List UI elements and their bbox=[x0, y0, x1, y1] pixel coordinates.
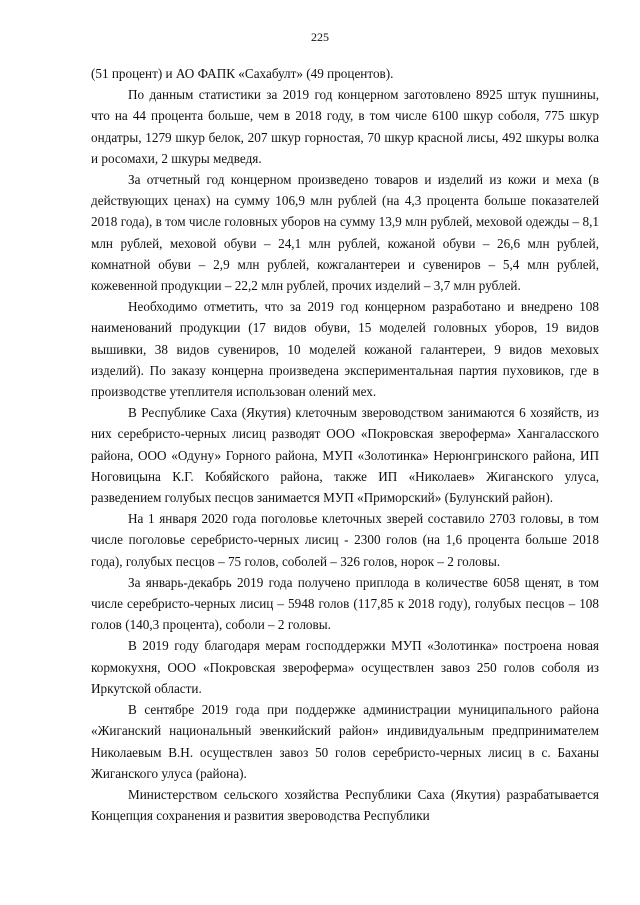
paragraph-fur-procurement: По данным статистики за 2019 год концерном заготовлено 8925 штук пушнины, что на 44 процента больше, чем в 2018 году, в том числе 6100 шкур соболя, 775 шкур ондатры, 1279 шкур белок, 207 шкур горностая, 70 шкур красной лисы, 492 шкуры волка и росомахи, 2 шкуры медведя. bbox=[91, 87, 599, 166]
page-number: 225 bbox=[311, 30, 329, 44]
document-body bbox=[91, 63, 599, 826]
paragraph-concept: Министерством сельского хозяйства Республики Саха (Якутия) разрабатывается Концепция сохранения и развития звероводства Республики bbox=[91, 786, 599, 824]
paragraph-state-support: В 2019 году благодаря мерам господдержки МУП «Золотинка» построена новая кормокухня, ООО «Покровская звероферма» осуществлен завоз 250 голов соболя из Иркутской области. bbox=[91, 638, 599, 696]
paragraph-cage-farms: В Республике Саха (Якутия) клеточным звероводством занимаются 6 хозяйств, из них серебристо-черных лисиц разводят ООО «Покровская звероферма» Хангаласского района, ООО «Одуну» Горного района, МУП «Золотинка» Нерюнгринского района, ИП Ноговицына К.Г. Кобяйского района, также ИП «Николаев» Жиганского улуса, разведением голубых песцов занимается МУП «Приморский» (Булунский район). bbox=[91, 405, 599, 506]
paragraph-new-products: Необходимо отметить, что за 2019 год концерном разработано и внедрено 108 наименований продукции (17 видов обуви, 15 моделей головных уборов, 19 видов вышивки, 38 видов сувениров, 10 моделей кожаной галантереи, 9 видов меховых изделий). По заказу концерна произведена экспериментальная партия пуховиков, где в производстве утеплителя использован олений мех. bbox=[91, 299, 599, 400]
paragraph-zhigansky-import: В сентябре 2019 года при поддержке администрации муниципального района «Жиганский национальный эвенкийский район» индивидуальным предпринимателем Николаевым В.Н. осуществлен завоз 50 голов серебристо-черных лисиц в с. Баханы Жиганского улуса (района). bbox=[91, 702, 599, 781]
paragraph-continuation: (51 процент) и АО ФАПК «Сахабулт» (49 процентов). bbox=[91, 66, 394, 81]
paragraph-livestock-count: На 1 января 2020 года поголовье клеточных зверей составило 2703 головы, в том числе поголовье серебристо-черных лисиц - 2300 голов (на 1,6 процента больше 2018 года), голубых песцов – 75 голов, соболей – 326 голов, норок – 2 головы. bbox=[91, 511, 599, 569]
paragraph-production-volume: За отчетный год концерном произведено товаров и изделий из кожи и меха (в действующих ценах) на сумму 106,9 млн рублей (на 4,3 процента больше показателей 2018 года), в том числе головных уборов на сумму 13,9 млн рублей, меховой одежды – 8,1 млн рублей, меховой обуви – 24,1 млн рублей, кожаной обуви – 26,6 млн рублей, комнатной обуви – 2,9 млн рублей, кожгалантереи и сувениров – 5,4 млн рублей, кожевенной продукции – 22,2 млн рублей, прочих изделий – 3,7 млн рублей. bbox=[91, 172, 599, 294]
paragraph-offspring: За январь-декабрь 2019 года получено приплода в количестве 6058 щенят, в том числе серебристо-черных лисиц – 5948 голов (117,85 к 2018 году), голубых песцов – 108 голов (140,3 процента), соболи – 2 головы. bbox=[91, 574, 599, 633]
